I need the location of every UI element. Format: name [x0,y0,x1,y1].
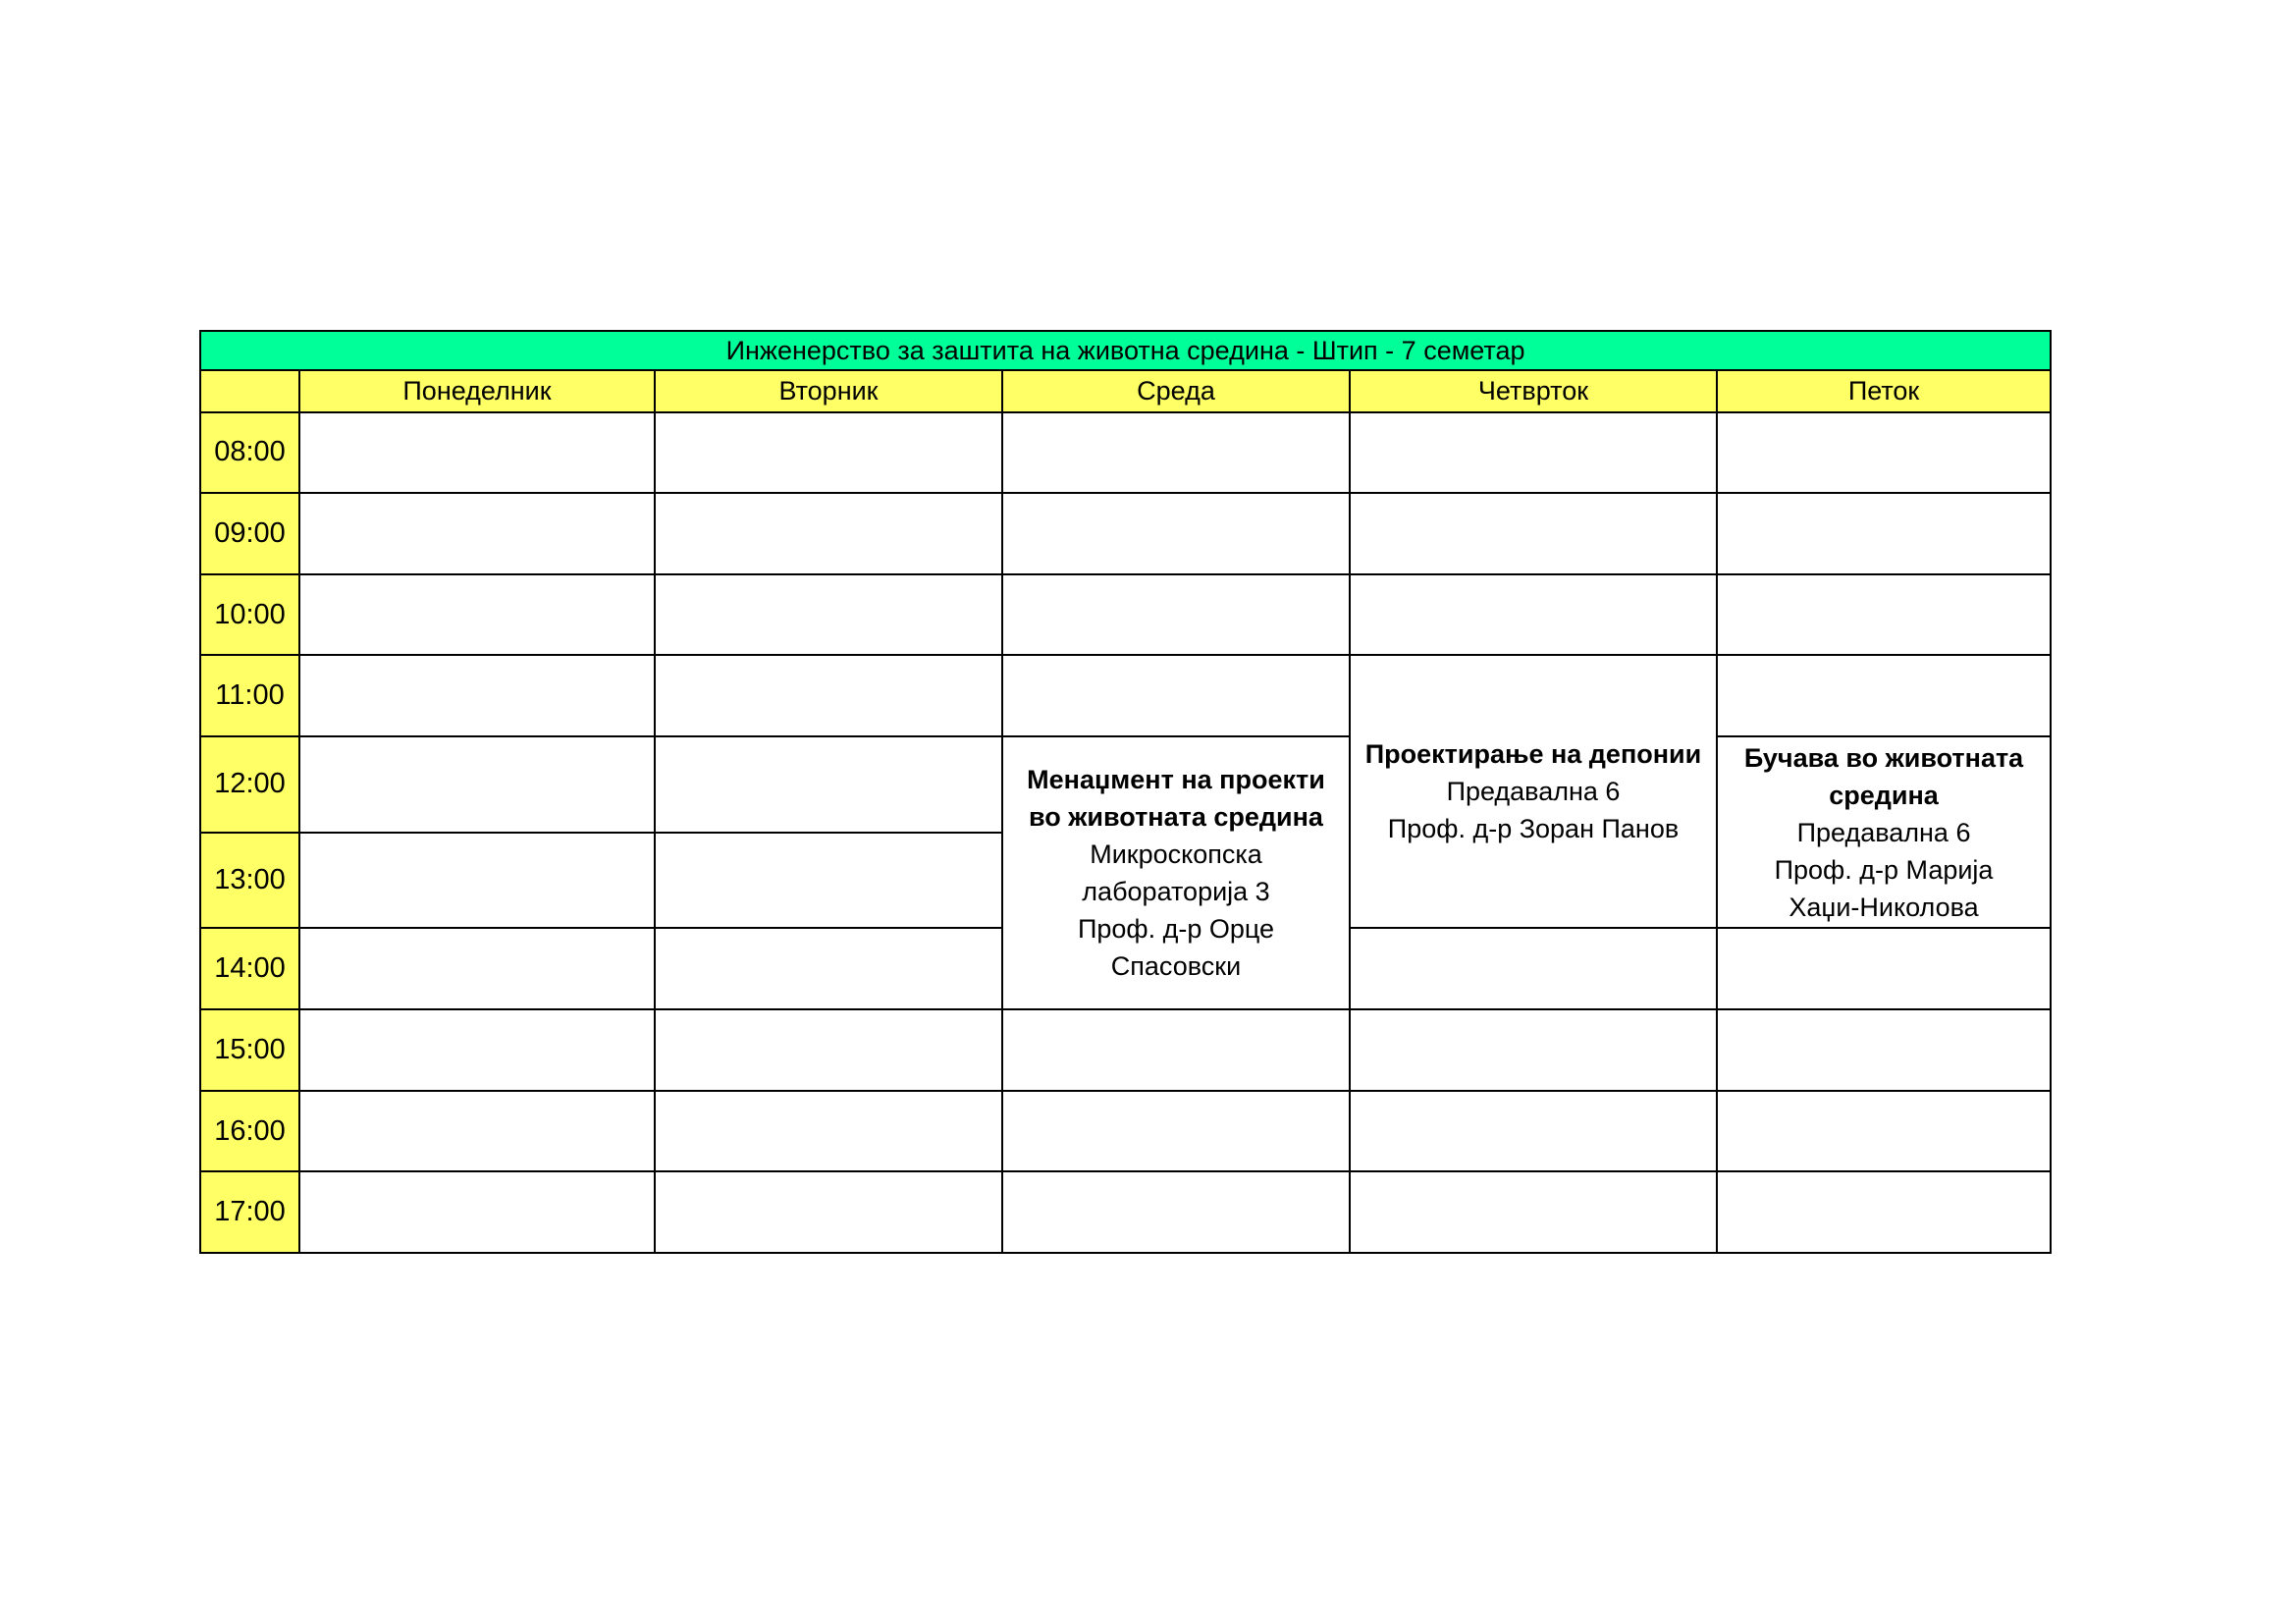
time-label: 12:00 [200,736,299,833]
slot-cell [655,412,1002,494]
slot-cell [299,412,655,494]
slot-cell [299,928,655,1009]
event-room: Предавална 6 [1446,777,1621,807]
slot-cell [655,928,1002,1009]
slot-cell [1002,655,1350,736]
day-header-thursday: Четврток [1350,370,1717,411]
time-label: 08:00 [200,412,299,494]
slot-cell [1350,1171,1717,1253]
time-label: 15:00 [200,1009,299,1091]
event-title: Проектирање на депонии [1364,739,1702,770]
slot-cell [299,493,655,574]
slot-cell [1350,928,1717,1009]
slot-cell [1002,1171,1350,1253]
slot-cell [299,1171,655,1253]
time-label: 16:00 [200,1091,299,1172]
slot-cell [299,1091,655,1172]
event-thursday [1350,655,1717,928]
slot-cell [1002,1091,1350,1172]
event-teacher: Проф. д-р Зоран Панов [1387,814,1680,844]
time-label: 11:00 [200,655,299,736]
schedule-table [199,330,2052,1254]
event-teacher: Проф. д-р Марија Хаџи-Николова [1774,854,1994,922]
slot-cell [299,574,655,656]
slot-cell [299,655,655,736]
slot-cell [1350,574,1717,656]
slot-cell [299,1009,655,1091]
day-header-friday: Петок [1717,370,2051,411]
event-teacher: Проф. д-р Орце Спасовски [1077,914,1275,982]
slot-cell [1717,1091,2051,1172]
slot-cell [655,1171,1002,1253]
time-label: 14:00 [200,928,299,1009]
slot-cell [1717,928,2051,1009]
slot-cell [1350,1009,1717,1091]
slot-cell [1717,493,2051,574]
slot-cell [1002,574,1350,656]
event-friday [1717,736,2051,928]
slot-cell [1717,1009,2051,1091]
time-label: 13:00 [200,833,299,929]
time-label: 10:00 [200,574,299,656]
slot-cell [1002,1009,1350,1091]
event-room: Микроскопска лабораторија 3 [1082,839,1270,907]
slot-cell [299,736,655,833]
time-label: 09:00 [200,493,299,574]
event-wednesday [1002,736,1350,1009]
slot-cell [1350,412,1717,494]
day-header-monday: Понеделник [299,370,655,411]
day-header-wednesday: Среда [1002,370,1350,411]
slot-cell [1350,1091,1717,1172]
slot-cell [1350,493,1717,574]
event-title: Менаџмент на проекти во животната средина [1027,765,1325,833]
slot-cell [1002,493,1350,574]
slot-cell [655,736,1002,833]
day-header-tuesday: Вторник [655,370,1002,411]
slot-cell [299,833,655,929]
slot-cell [655,574,1002,656]
slot-cell [1717,655,2051,736]
slot-cell [1717,574,2051,656]
time-label: 17:00 [200,1171,299,1253]
event-room: Предавална 6 [1796,817,1971,847]
slot-cell [655,1009,1002,1091]
slot-cell [655,655,1002,736]
slot-cell [1002,412,1350,494]
slot-cell [1717,1171,2051,1253]
corner-cell [200,370,299,411]
event-title: Бучава во животната средина [1743,742,2024,810]
slot-cell [655,1091,1002,1172]
slot-cell [655,833,1002,929]
slot-cell [1717,412,2051,494]
schedule-title: Инженерство за заштита на животна средина - Штип - 7 семетар [200,331,2051,370]
slot-cell [655,493,1002,574]
